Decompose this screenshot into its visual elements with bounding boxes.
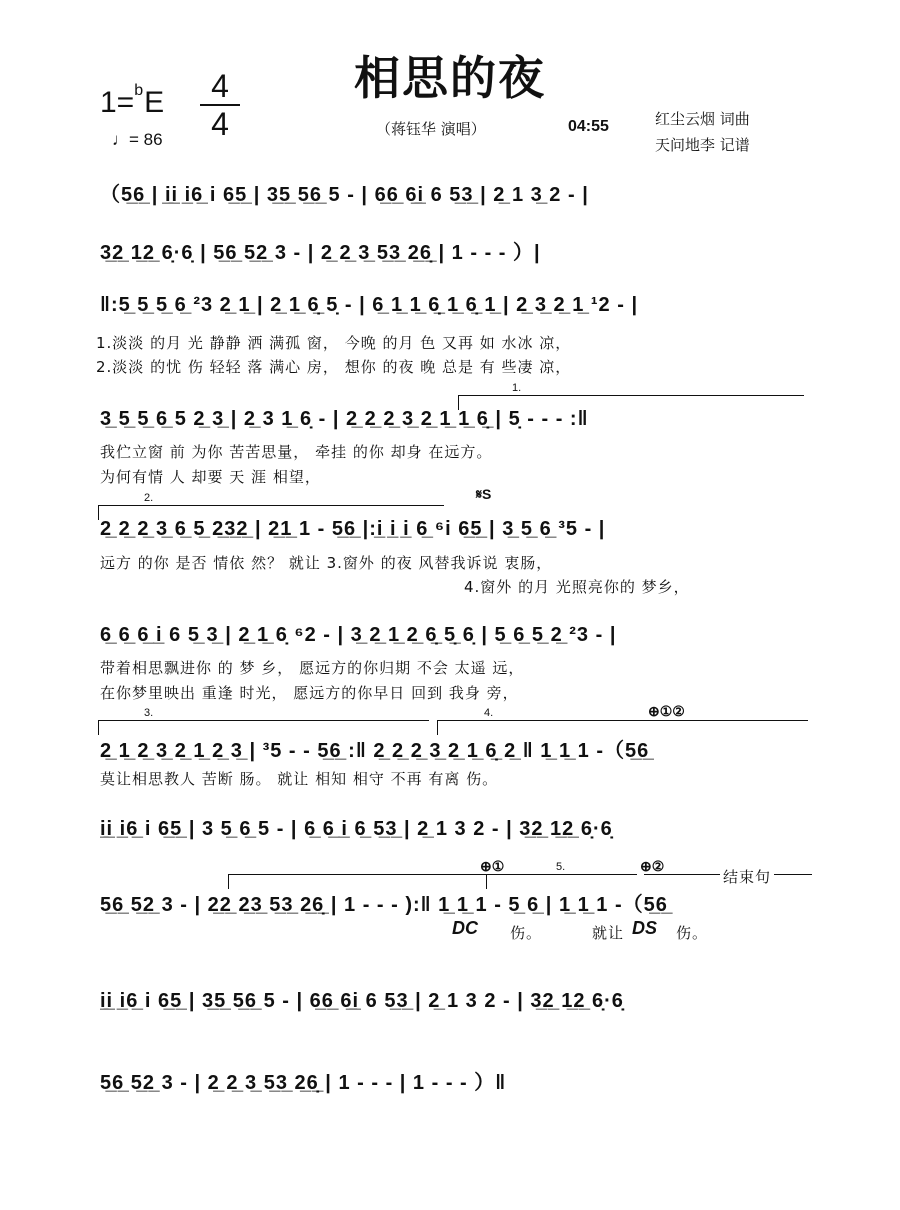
volta-bracket-4 bbox=[437, 720, 808, 735]
volta-label-2: 2. bbox=[144, 492, 154, 504]
staff-line-4: 3̲ 5̲ 5̲ 6̲ 5 2̲ 3̲ | 2̲ 3 1̲ 6̣ - | 2̲ 2̲ 2̲ 3̲ 2̲ 1̲ 1̲ 6̣̲ | 5̣ - - - :‖ bbox=[100, 408, 589, 430]
lyric-line-7: 莫让相思教人 苦断 肠。 就让 相知 相守 不再 有离 伤。 bbox=[100, 770, 499, 788]
volta-bracket-5 bbox=[486, 874, 637, 889]
duration: 04:55 bbox=[568, 118, 609, 135]
volta-bracket-3 bbox=[98, 720, 429, 735]
tempo-marking: ♩= 86 bbox=[112, 130, 163, 149]
segno-sign: 𝄋S bbox=[476, 486, 492, 502]
lyric-line-9c: 伤。 bbox=[676, 924, 709, 942]
flat-sign: b bbox=[134, 82, 144, 99]
lyrics-credit: 红尘云烟 词曲 bbox=[655, 110, 750, 128]
staff-line-2: 3̲2̲ 1̲2̲ 6̣·6̣ | 5̲6̲ 5̲2̲ 3 - | 2̲ 2̲ 3̲ 5̲3̲ 2̲6̣̲ | 1 - - - ）| bbox=[100, 242, 541, 264]
volta-label-1: 1. bbox=[512, 382, 522, 394]
lyric-line-5a: 远方 的你 是否 情依 然？ 就让 3.窗外 的夜 风替我诉说 衷肠， bbox=[100, 554, 553, 572]
lyric-verse-2: 2.淡淡 的忧 伤 轻轻 落 满心 房， 想你 的夜 晚 总是 有 些凄 凉， bbox=[96, 358, 572, 376]
volta-label-5: 5. bbox=[556, 861, 566, 873]
volta-label-4: 4. bbox=[484, 707, 494, 719]
staff-line-10: i̲i̲ i̲6̲ i 6̲5̲ | 3̲5̲ 5̲6̲ 5 - | 6̲6̲ 6̲i̲ 6 5̲3̲ | 2̲ 1 3 2 - | 3̲2̲ 1̲2̲ 6̣·6̣ bbox=[100, 990, 624, 1012]
staff-line-8: i̲i̲ i̲6̲ i 6̲5̲ | 3 5̲ 6̲ 5 - | 6̲ 6̲ i̲ 6̲ 5̲3̲ | 2̲ 1 3 2 - | 3̲2̲ 1̲2̲ 6̣·6̣ bbox=[100, 818, 613, 840]
staff-line-5: 2̲ 2̲ 2̲ 3̲ 6̲ 5̲ 2̲3̲2̲ | 2̲1̲ 1 - 5̲6̲ |:i̲ i̲ i̲ 6̲ ⁶i 6̲5̲ | 3̲ 5̲ 6̲ ³5 - | bbox=[100, 518, 606, 540]
meter-bottom: 4 bbox=[211, 106, 229, 142]
lyric-line-9b: 就让 bbox=[592, 924, 625, 942]
staff-line-7: 2̲ 1̲ 2̲ 3̲ 2̲ 1̲ 2̲ 3̲ | ³5 - - 5̲6̲ :‖ 2̲ 2̲ 2̲ 3̲ 2̲ 1̲ 6̣̲ 2̲ ‖ 1̲ 1̲ 1 -（5̲6̲ bbox=[100, 740, 650, 762]
repeat-bracket-9 bbox=[228, 874, 489, 889]
time-signature bbox=[200, 70, 240, 140]
singer-credit: （蒋钰华 演唱） bbox=[376, 120, 486, 138]
lyric-line-5b: 4.窗外 的月 光照亮你的 梦乡， bbox=[464, 578, 690, 596]
meter-top: 4 bbox=[211, 68, 229, 104]
dc-marking: DC bbox=[452, 918, 478, 938]
coda-sign-12: ⊕①② bbox=[648, 703, 685, 719]
key-signature bbox=[100, 82, 165, 120]
staff-line-9: 5̲6̲ 5̲2̲ 3 - | 2̲2̲ 2̲3̲ 5̲3̲ 2̲6̣̲ | 1 - - - ):‖ 1̲ 1̲ 1 - 5̲ 6̲ | 1̲ 1̲ 1 -（5̲6̲ bbox=[100, 894, 668, 916]
lyric-line-4b: 为何有情 人 却要 天 涯 相望， bbox=[100, 468, 321, 486]
lyric-line-6a: 带着相思飘进你 的 梦 乡， 愿远方的你归期 不会 太遥 远， bbox=[100, 659, 525, 677]
coda-sign-2: ⊕② bbox=[640, 858, 665, 874]
notation-credit: 天问地李 记谱 bbox=[655, 136, 750, 154]
ending-label: 结束句 bbox=[720, 866, 774, 887]
key-prefix: 1= bbox=[100, 86, 135, 119]
key-note: E bbox=[144, 86, 165, 119]
lyric-line-4a: 我伫立窗 前 为你 苦苦思量， 牵挂 的你 却身 在远方。 bbox=[100, 443, 493, 461]
staff-line-6: 6̲ 6̲ 6̲ i̲ 6 5̲ 3̲ | 2̲ 1̲ 6̣ ⁶2 - | 3̲ 2̲ 1̲ 2̲ 6̣̲ 5̣̲ 6̣ | 5̲ 6̲ 5̲ 2̲ ²3 - | bbox=[100, 624, 617, 646]
staff-line-11: 5̲6̲ 5̲2̲ 3 - | 2̲ 2̲ 3̲ 5̲3̲ 2̲6̣̲ | 1 - - - | 1 - - - ）‖ bbox=[100, 1072, 507, 1094]
lyric-line-6b: 在你梦里映出 重逢 时光， 愿远方的你早日 回到 我身 旁， bbox=[100, 684, 519, 702]
staff-line-3: ‖:5̲ 5̲ 5̲ 6̲ ²3 2̲ 1̲ | 2̲ 1̲ 6̣̲ 5̣ - | 6̲ 1̲ 1̲ 6̣̲ 1̲ 6̣̲ 1̲ | 2̲ 3̲ 2̲ 1̲ ¹2 - | bbox=[100, 294, 639, 316]
lyric-verse-1: 1.淡淡 的月 光 静静 洒 满孤 窗， 今晚 的月 色 又再 如 水冰 凉， bbox=[96, 334, 572, 352]
ds-marking: DS bbox=[632, 918, 658, 938]
coda-sign-1: ⊕① bbox=[480, 858, 505, 874]
lyric-line-9a: 伤。 bbox=[510, 924, 543, 942]
staff-line-1: （5̲6̲ | i̲i̲ i̲6̲ i 6̲5̲ | 3̲5̲ 5̲6̲ 5 - | 6̲6̲ 6̲i̲ 6 5̲3̲ | 2̲ 1 3̲ 2 - | bbox=[100, 184, 589, 206]
volta-label-3: 3. bbox=[144, 707, 154, 719]
song-title: 相思的夜 bbox=[354, 51, 546, 105]
